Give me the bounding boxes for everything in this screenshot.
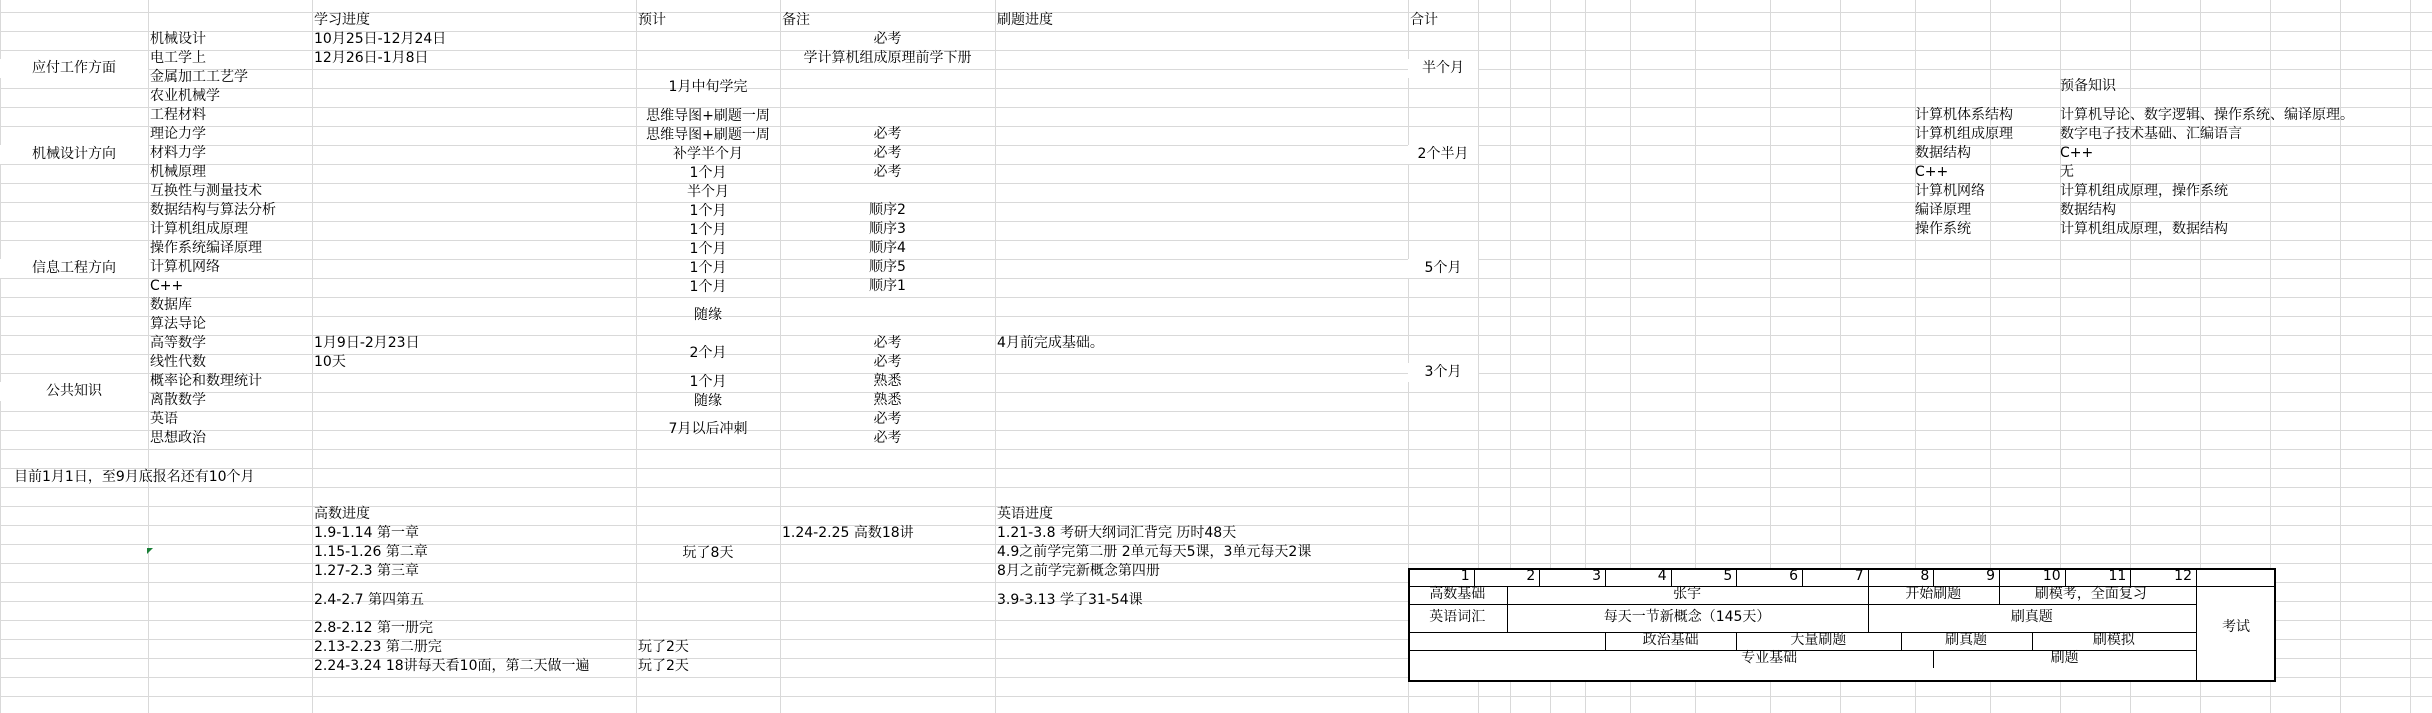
schedule-mock-2: 刷模拟 xyxy=(2092,632,2135,648)
subject-name: 理论力学 xyxy=(150,126,206,142)
subject-remark: 必考 xyxy=(873,164,902,180)
month-label: 3 xyxy=(1592,568,1601,584)
subject-remark: 顺序1 xyxy=(869,278,906,294)
prereq-subject: 编译原理 xyxy=(1915,202,1971,218)
header-remark: 备注 xyxy=(782,12,810,28)
math-progress-row: 2.24-3.24 18讲每天看10面，第二天做一遍 xyxy=(314,658,590,674)
math-progress-title: 高数进度 xyxy=(314,506,370,522)
math-18-lessons: 1.24-2.25 高数18讲 xyxy=(782,525,914,541)
prereq-knowledge: 无 xyxy=(2060,164,2074,180)
schedule-bulk-practice: 大量刷题 xyxy=(1790,632,1847,648)
schedule-math-basic: 高数基础 xyxy=(1429,586,1486,602)
month-label: 11 xyxy=(2108,568,2127,584)
category-total: 5个月 xyxy=(1408,259,1478,278)
subject-forecast: 1个月 xyxy=(689,240,727,257)
subject-remark: 顺序2 xyxy=(869,202,906,218)
month-label: 10 xyxy=(2042,568,2061,584)
header-forecast: 预计 xyxy=(638,12,666,28)
subject-forecast: 2个月 xyxy=(689,345,727,361)
subject-remark: 顺序3 xyxy=(869,221,906,237)
category-label: 公共知识 xyxy=(0,382,148,401)
prereq-knowledge: C++ xyxy=(2060,145,2094,161)
prereq-subject: 计算机体系结构 xyxy=(1915,107,2013,123)
subject-remark: 熟悉 xyxy=(873,392,902,408)
schedule-border xyxy=(1408,604,2196,605)
schedule-major-basic: 专业基础 xyxy=(1741,650,1798,666)
english-progress-title: 英语进度 xyxy=(997,506,1053,522)
english-progress-row: 3.9-3.13 学了31-54课 xyxy=(997,592,1143,608)
schedule-practice: 刷题 xyxy=(2050,650,2079,666)
subject-name: 计算机组成原理 xyxy=(150,221,248,237)
category-total: 半个月 xyxy=(1408,59,1478,78)
prereq-knowledge: 计算机导论、数字逻辑、操作系统、编译原理。 xyxy=(2060,107,2354,123)
month-label: 1 xyxy=(1460,568,1470,584)
subject-progress: 12月26日-1月8日 xyxy=(314,50,429,66)
prereq-subject: 计算机组成原理 xyxy=(1915,126,2013,142)
math-played-2a: 玩了2天 xyxy=(638,639,689,655)
subject-name: 思想政治 xyxy=(150,430,206,446)
prereq-title: 预备知识 xyxy=(2060,78,2116,94)
prereq-knowledge: 计算机组成原理，数据结构 xyxy=(2060,221,2228,237)
subject-name: 机械原理 xyxy=(150,164,206,180)
subject-name: 数据库 xyxy=(150,297,192,313)
subject-forecast: 随缘 xyxy=(694,307,722,323)
subject-remark: 必考 xyxy=(873,430,902,446)
schedule-start-practice: 开始刷题 xyxy=(1905,586,1962,602)
subject-name: 工程材料 xyxy=(150,107,206,123)
subject-name: 概率论和数理统计 xyxy=(150,373,262,389)
schedule-nce: 每天一节新概念（145天） xyxy=(1603,609,1771,625)
subject-forecast: 半个月 xyxy=(687,183,729,200)
category-total: 3个月 xyxy=(1408,363,1478,382)
month-label: 5 xyxy=(1723,568,1733,584)
subject-name: 操作系统编译原理 xyxy=(150,240,262,256)
header-total: 合计 xyxy=(1410,12,1438,28)
prereq-knowledge: 数据结构 xyxy=(2060,202,2116,218)
prereq-subject: 计算机网络 xyxy=(1915,183,1985,199)
subject-practice: 4月前完成基础。 xyxy=(997,335,1104,351)
subject-remark: 学计算机组成原理前学下册 xyxy=(803,50,972,66)
subject-name: 电工学上 xyxy=(150,50,206,66)
month-label: 2 xyxy=(1526,568,1536,584)
category-label: 信息工程方向 xyxy=(0,259,148,278)
schedule-exam: 考试 xyxy=(2222,619,2250,635)
month-label: 9 xyxy=(1986,568,1995,584)
schedule-vocab: 英语词汇 xyxy=(1429,609,1486,625)
subject-name: 英语 xyxy=(150,411,178,427)
subject-forecast: 1个月 xyxy=(689,373,727,390)
math-progress-row: 1.9-1.14 第一章 xyxy=(314,525,419,541)
month-label: 4 xyxy=(1657,568,1667,584)
month-label: 8 xyxy=(1920,568,1930,584)
math-progress-row: 1.27-2.3 第三章 xyxy=(314,563,419,579)
subject-name: 农业机械学 xyxy=(150,88,220,104)
subject-forecast: 1月中旬学完 xyxy=(668,79,748,95)
header-practice-progress: 刷题进度 xyxy=(997,12,1053,28)
english-progress-row: 1.21-3.8 考研大纲词汇背完 历时48天 xyxy=(997,525,1237,541)
schedule-politics-basic: 政治基础 xyxy=(1642,632,1699,648)
subject-name: C++ xyxy=(150,278,184,294)
countdown-note: 目前1月1日，至9月底报名还有10个月 xyxy=(14,469,255,485)
subject-name: 高等数学 xyxy=(150,335,206,351)
math-progress-row: 2.13-2.23 第二册完 xyxy=(314,639,442,655)
subject-remark: 顺序5 xyxy=(869,259,906,275)
subject-progress: 1月9日-2月23日 xyxy=(314,335,420,351)
subject-forecast: 1个月 xyxy=(689,202,727,219)
subject-forecast: 1个月 xyxy=(689,164,727,181)
subject-forecast: 7月以后冲刺 xyxy=(668,421,748,437)
subject-forecast: 1个月 xyxy=(689,221,727,238)
subject-progress: 10月25日-12月24日 xyxy=(314,31,447,47)
subject-remark: 必考 xyxy=(873,411,902,427)
subject-forecast: 1个月 xyxy=(689,278,727,295)
subject-name: 数据结构与算法分析 xyxy=(150,202,276,218)
comment-marker-icon xyxy=(147,548,153,554)
math-progress-row: 2.4-2.7 第四第五 xyxy=(314,592,425,608)
schedule-real-exam: 刷真题 xyxy=(2010,609,2053,625)
subject-name: 算法导论 xyxy=(150,316,206,332)
subject-name: 材料力学 xyxy=(150,145,206,161)
subject-remark: 必考 xyxy=(873,31,902,47)
english-progress-row: 8月之前学完新概念第四册 xyxy=(997,563,1160,579)
month-label: 6 xyxy=(1789,568,1798,584)
subject-remark: 熟悉 xyxy=(873,373,902,389)
math-progress-row: 2.8-2.12 第一册完 xyxy=(314,620,433,636)
header-study-progress: 学习进度 xyxy=(314,12,370,28)
math-progress-row: 1.15-1.26 第二章 xyxy=(314,544,428,560)
category-label: 应付工作方面 xyxy=(0,59,148,78)
schedule-real-exam-2: 刷真题 xyxy=(1945,632,1988,648)
subject-forecast: 思维导图+刷题一周 xyxy=(646,126,770,143)
subject-name: 线性代数 xyxy=(150,354,206,370)
prereq-subject: C++ xyxy=(1915,164,1949,180)
subject-forecast: 随缘 xyxy=(694,392,722,409)
prereq-knowledge: 数字电子技术基础、汇编语言 xyxy=(2060,126,2242,142)
subject-forecast: 思维导图+刷题一周 xyxy=(646,107,770,124)
subject-name: 互换性与测量技术 xyxy=(150,183,262,199)
schedule-zhangyu: 张宇 xyxy=(1673,586,1702,602)
prereq-subject: 操作系统 xyxy=(1915,221,1971,237)
prereq-subject: 数据结构 xyxy=(1915,145,1971,161)
subject-progress: 10天 xyxy=(314,354,346,370)
subject-remark: 顺序4 xyxy=(869,240,906,256)
subject-remark: 必考 xyxy=(873,126,902,142)
category-total: 2个半月 xyxy=(1408,145,1478,164)
subject-name: 离散数学 xyxy=(150,392,206,408)
prereq-knowledge: 计算机组成原理，操作系统 xyxy=(2060,183,2228,199)
math-played-2b: 玩了2天 xyxy=(638,658,689,674)
english-progress-row: 4.9之前学完第二册 2单元每天5课，3单元每天2课 xyxy=(997,544,1312,560)
subject-forecast: 1个月 xyxy=(689,259,727,276)
subject-remark: 必考 xyxy=(873,335,902,351)
subject-forecast: 补学半个月 xyxy=(673,145,743,162)
math-played-8: 玩了8天 xyxy=(682,545,734,561)
schedule-mock-review: 刷模考，全面复习 xyxy=(2034,586,2147,602)
subject-name: 金属加工工艺学 xyxy=(150,69,248,85)
category-label: 机械设计方向 xyxy=(0,145,148,164)
month-label: 7 xyxy=(1854,568,1864,584)
subject-name: 机械设计 xyxy=(150,31,206,47)
subject-name: 计算机网络 xyxy=(150,259,220,275)
subject-remark: 必考 xyxy=(873,145,902,161)
subject-remark: 必考 xyxy=(873,354,902,370)
month-label: 12 xyxy=(2174,568,2192,584)
